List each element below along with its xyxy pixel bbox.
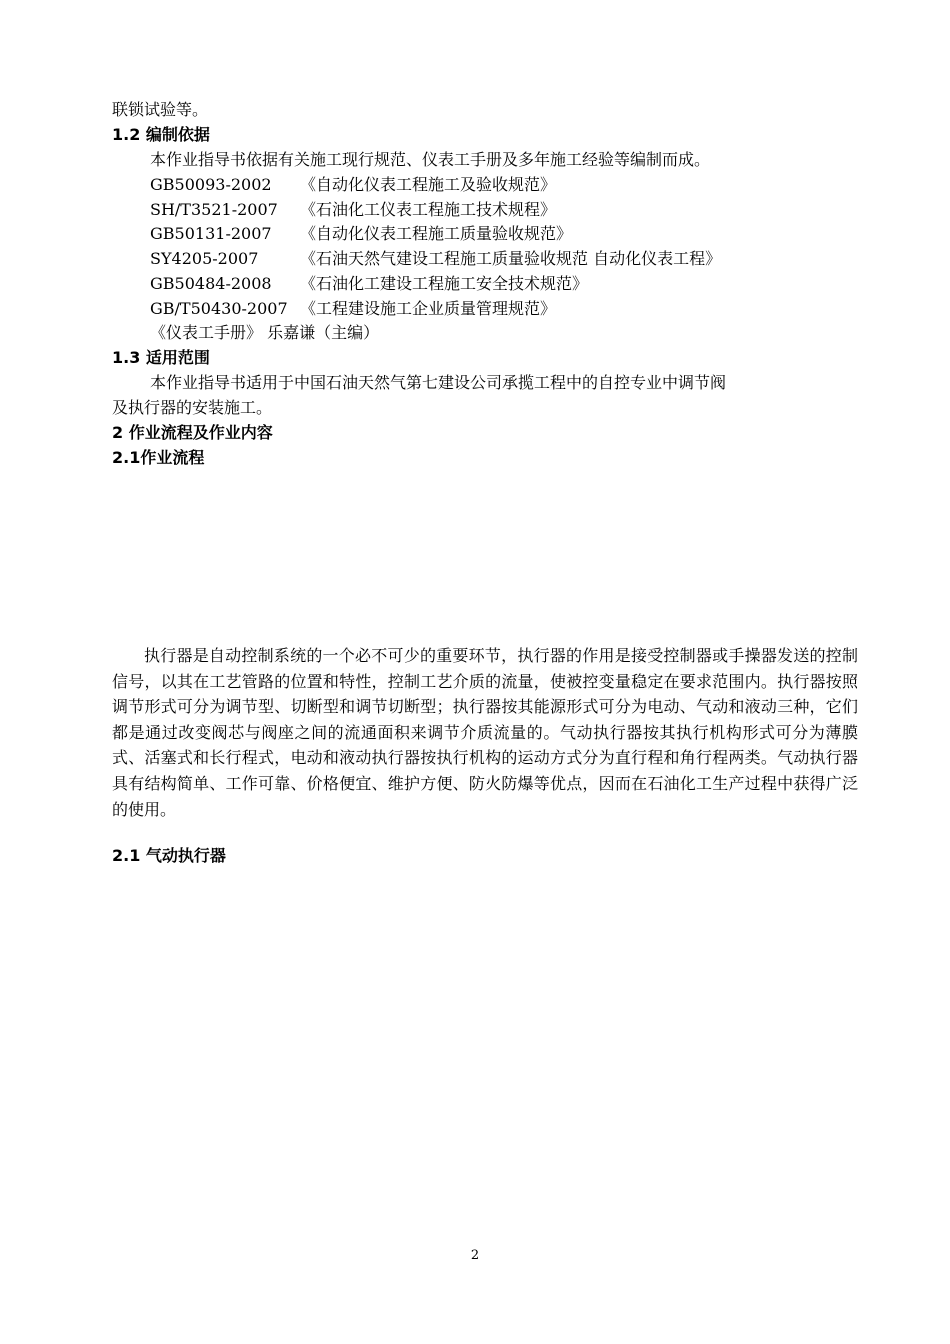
reference-title: 《工程建设施工企业质量管理规范》: [300, 299, 557, 318]
reference-title: 《自动化仪表工程施工质量验收规范》: [300, 224, 573, 243]
reference-code: SY4205-2007: [150, 249, 259, 268]
reference-item: [150, 198, 556, 222]
reference-title: 《石油天然气建设工程施工质量验收规范 自动化仪表工程》: [300, 249, 722, 268]
reference-item: [150, 297, 556, 321]
section-2-heading: 2 作业流程及作业内容: [112, 423, 273, 442]
reference-item: [150, 222, 572, 246]
reference-item: [150, 272, 588, 296]
reference-code: GB50484-2008: [150, 274, 272, 293]
section-2-1-pneumatic-heading: 2.1 气动执行器: [112, 846, 226, 865]
section-1-3-text-line2: 及执行器的安装施工。: [112, 398, 273, 417]
section-1-2-heading: 1.2 编制依据: [112, 125, 210, 144]
section-1-3-text-line1: 本作业指导书适用于中国石油天然气第七建设公司承揽工程中的自控专业中调节阀: [150, 373, 727, 392]
reference-code: GB/T50430-2007: [150, 299, 288, 318]
reference-code: SH/T3521-2007: [150, 200, 278, 219]
reference-manual: 《仪表工手册》 乐嘉谦（主编）: [150, 323, 380, 342]
reference-code: GB50131-2007: [150, 224, 272, 243]
reference-item: [150, 247, 721, 271]
section-2-1-heading: 2.1作业流程: [112, 448, 205, 467]
reference-item: [150, 173, 556, 197]
reference-title: 《石油化工建设工程施工安全技术规范》: [300, 274, 589, 293]
continuation-text: 联锁试验等。: [112, 100, 209, 119]
reference-title: 《石油化工仪表工程施工技术规程》: [300, 200, 557, 219]
page-number: 2: [470, 1248, 480, 1263]
reference-code: GB50093-2002: [150, 175, 272, 194]
reference-title: 《自动化仪表工程施工及验收规范》: [300, 175, 557, 194]
section-1-2-intro: 本作业指导书依据有关施工现行规范、仪表工手册及多年施工经验等编制而成。: [150, 150, 711, 169]
body-paragraph: 执行器是自动控制系统的一个必不可少的重要环节，执行器的作用是接受控制器或手操器发送的控制信号，以其在工艺管路的位置和特性，控制工艺介质的流量，使被控变量稳定在要求范围内。执行器按照调节形式可分为调节型、切断型和调节切断型；执行器按其能源形式可分为电动、气动和液动三种，它们都是通过改变阀芯与阀座之间的流通面积来调节介质流量的。气动执行器按其执行机构形式可分为薄膜式、活塞式和长行程式，电动和液动执行器按执行机构的运动方式分为直行程和角行程两类。气动执行器具有结构简单、工作可靠、价格便宜、维护方便、防火防爆等优点，因而在石油化工生产过程中获得广泛的使用。: [112, 646, 858, 819]
section-1-3-heading: 1.3 适用范围: [112, 348, 210, 367]
